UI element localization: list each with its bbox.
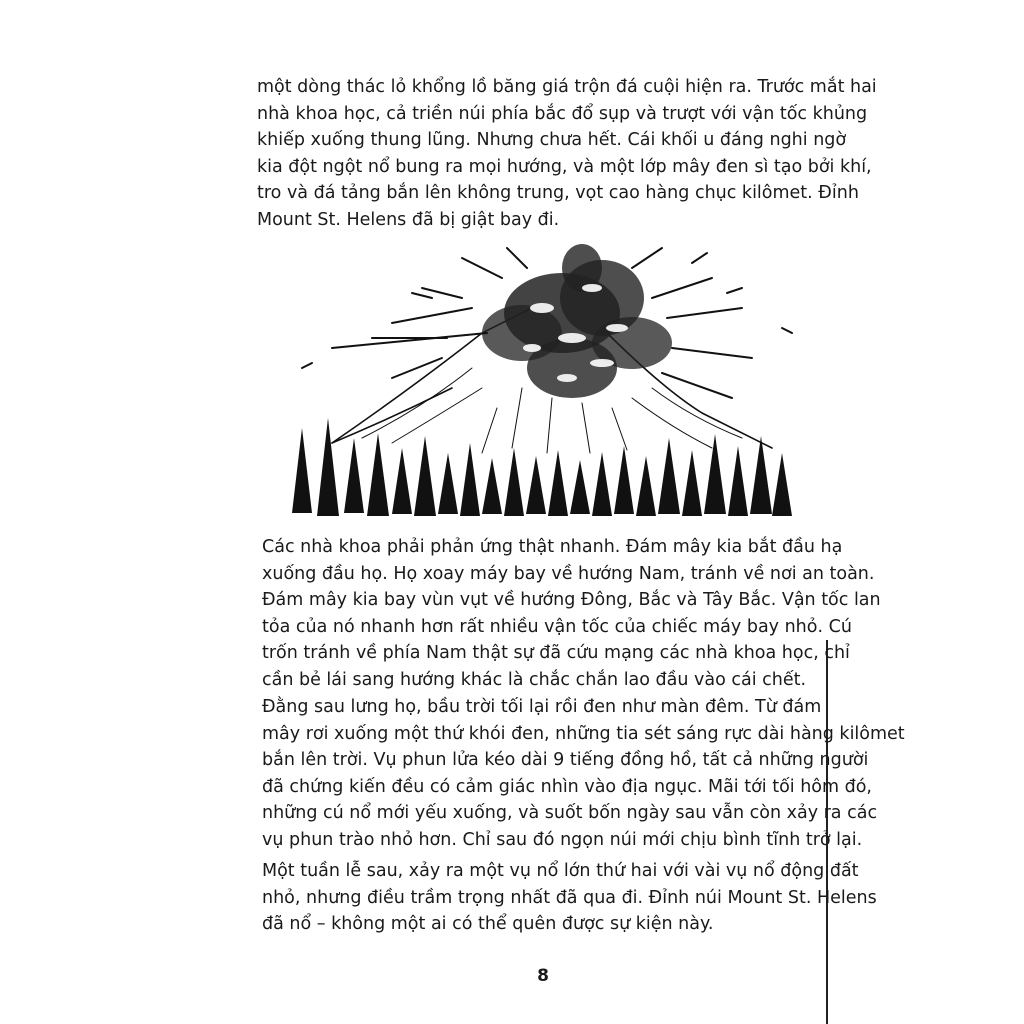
paragraph-3 [262,694,905,853]
text-line: tro và đá tảng bắn lên không trung, vọt cao hàng chục kilômet. Đỉnh [257,183,859,203]
text-line: trốn tránh về phía Nam thật sự đã cứu mạng các nhà khoa học, chỉ [262,643,850,663]
text-line: vụ phun trào nhỏ hơn. Chỉ sau đó ngọn núi mới chịu bình tĩnh trở lại. [262,829,863,850]
text-line: kia đột ngột nổ bung ra mọi hướng, và một lớp mây đen sì tạo bởi khí, [257,156,872,177]
text-line: Các nhà khoa phải phản ứng thật nhanh. Đám mây kia bắt đầu hạ [262,537,843,557]
text-line: tỏa của nó nhanh hơn rất nhiều vận tốc của chiếc máy bay nhỏ. Cú [262,616,852,637]
text-line: Đằng sau lưng họ, bầu trời tối lại rồi đen như màn đêm. Từ đám [262,697,822,717]
text-line: cần bẻ lái sang hướng khác là chắc chắn lao đầu vào cái chết. [262,669,807,690]
text-line: bắn lên trời. Vụ phun lửa kéo dài 9 tiếng đồng hồ, tất cả những người [262,750,869,770]
text-line: Đám mây kia bay vùn vụt về hướng Đông, Bắc và Tây Bắc. Vận tốc lan [262,590,881,610]
volcano-eruption-illustration [272,238,802,520]
text-line: nhà khoa học, cả triền núi phía bắc đổ sụp và trượt với vận tốc khủng [257,103,868,124]
text-line: mây rơi xuống một thứ khói đen, những tia sét sáng rực dài hàng kilômet [262,723,905,744]
paragraph-4 [262,858,877,938]
paragraph-1 [257,74,877,233]
text-line: đã nổ – không một ai có thể quên được sự kiện này. [262,914,714,934]
text-line: những cú nổ mới yếu xuống, và suốt bốn ngày sau vẫn còn xảy ra các [262,803,878,823]
text-line: khiếp xuống thung lũng. Nhưng chưa hết. Cái khối u đáng nghi ngờ [257,130,847,150]
paragraph-2 [262,534,881,693]
text-line: đã chứng kiến đều có cảm giác nhìn vào địa ngục. Mãi tới tối hôm đó, [262,776,872,797]
page-number: 8 [537,966,549,986]
text-line: Mount St. Helens đã bị giật bay đi. [257,209,560,230]
text-line: một dòng thác lỏ khổng lồ băng giá trộn đá cuội hiện ra. Trước mắt hai [257,77,877,97]
text-line: nhỏ, nhưng điều trầm trọng nhất đã qua đi. Đỉnh núi Mount St. Helens [262,887,877,908]
text-line: xuống đầu họ. Họ xoay máy bay về hướng Nam, tránh về nơi an toàn. [262,563,875,584]
text-line: Một tuần lễ sau, xảy ra một vụ nổ lớn thứ hai với vài vụ nổ động đất [262,861,859,881]
